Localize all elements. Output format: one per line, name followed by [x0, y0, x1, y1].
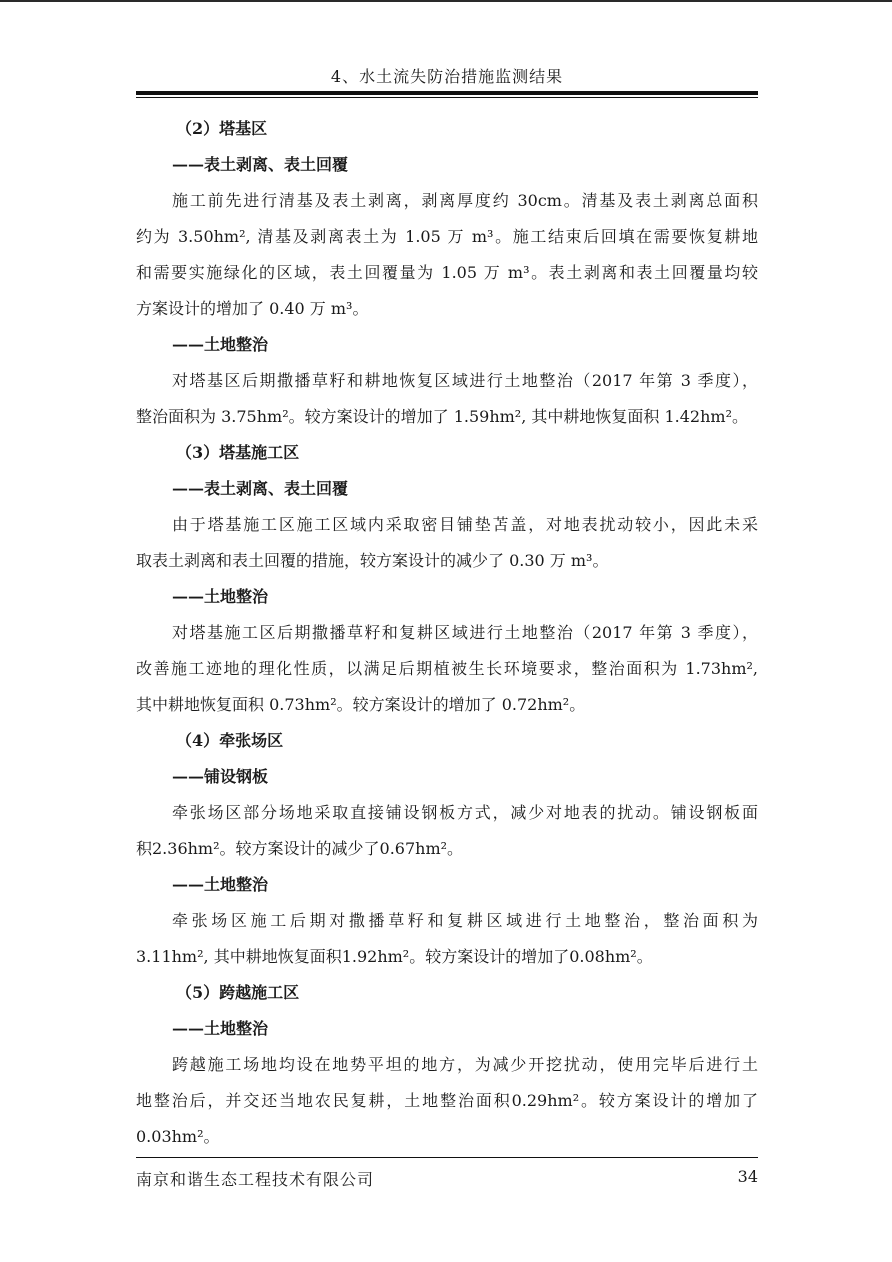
paragraph-line: 对塔基区后期撒播草籽和耕地恢复区域进行土地整治（2017 年第 3 季度）， [172, 371, 758, 390]
subsection-title: ——表土剥离、表土回覆 [172, 479, 349, 498]
paragraph-line: 跨越施工场地均设在地势平坦的地方，为减少开挖扰动，使用完毕后进行土 [172, 1055, 758, 1074]
header-rule-thin [136, 97, 758, 98]
paragraph-line: 3.11hm², 其中耕地恢复面积1.92hm²。较方案设计的增加了0.08hm²。 [136, 947, 653, 966]
subsection-title: ——土地整治 [172, 587, 269, 606]
paragraph-line: 和需要实施绿化的区域，表土回覆量为 1.05 万 m³。表土剥离和表土回覆量均较 [136, 263, 758, 282]
section-heading: （4）牵张场区 [176, 731, 284, 750]
paragraph-line: 改善施工迹地的理化性质，以满足后期植被生长环境要求，整治面积为 1.73hm², [136, 659, 758, 678]
page-top-border [0, 0, 892, 2]
section-heading: （5）跨越施工区 [176, 983, 300, 1002]
paragraph-line: 方案设计的增加了 0.40 万 m³。 [136, 299, 369, 318]
footer-rule [136, 1157, 758, 1158]
paragraph-line: 由于塔基施工区施工区域内采取密目铺垫苫盖，对地表扰动较小，因此未采 [172, 515, 758, 534]
section-heading: （2）塔基区 [176, 119, 268, 138]
header-rule-thick [136, 91, 758, 95]
section-heading: （3）塔基施工区 [176, 443, 300, 462]
subsection-title: ——土地整治 [172, 335, 269, 354]
paragraph-line: 地整治后，并交还当地农民复耕，土地整治面积0.29hm²。较方案设计的增加了 [136, 1091, 758, 1110]
paragraph-line: 整治面积为 3.75hm²。较方案设计的增加了 1.59hm², 其中耕地恢复面积 1.42hm²。 [136, 407, 748, 426]
page-number: 34 [737, 1167, 758, 1186]
subsection-title: ——土地整治 [172, 875, 269, 894]
paragraph-line: 积2.36hm²。较方案设计的减少了0.67hm²。 [136, 839, 464, 858]
paragraph-line: 牵张场区部分场地采取直接铺设钢板方式，减少对地表的扰动。铺设钢板面 [172, 803, 758, 822]
paragraph-line: 0.03hm²。 [136, 1127, 220, 1146]
paragraph-line: 对塔基施工区后期撒播草籽和复耕区域进行土地整治（2017 年第 3 季度）， [172, 623, 758, 642]
paragraph-line: 约为 3.50hm², 清基及剥离表土为 1.05 万 m³。施工结束后回填在需要恢复耕地 [136, 227, 758, 246]
page-header-title: 4、水土流失防治措施监测结果 [330, 67, 564, 86]
paragraph-line: 牵张场区施工后期对撒播草籽和复耕区域进行土地整治，整治面积为 [172, 911, 758, 930]
paragraph-line: 取表土剥离和表土回覆的措施，较方案设计的减少了 0.30 万 m³。 [136, 551, 609, 570]
paragraph-line: 施工前先进行清基及表土剥离，剥离厚度约 30cm。清基及表土剥离总面积 [172, 191, 758, 210]
footer-company: 南京和谐生态工程技术有限公司 [136, 1170, 375, 1189]
subsection-title: ——表土剥离、表土回覆 [172, 155, 349, 174]
paragraph-line: 其中耕地恢复面积 0.73hm²。较方案设计的增加了 0.72hm²。 [136, 695, 586, 714]
subsection-title: ——铺设钢板 [172, 767, 269, 786]
subsection-title: ——土地整治 [172, 1019, 269, 1038]
